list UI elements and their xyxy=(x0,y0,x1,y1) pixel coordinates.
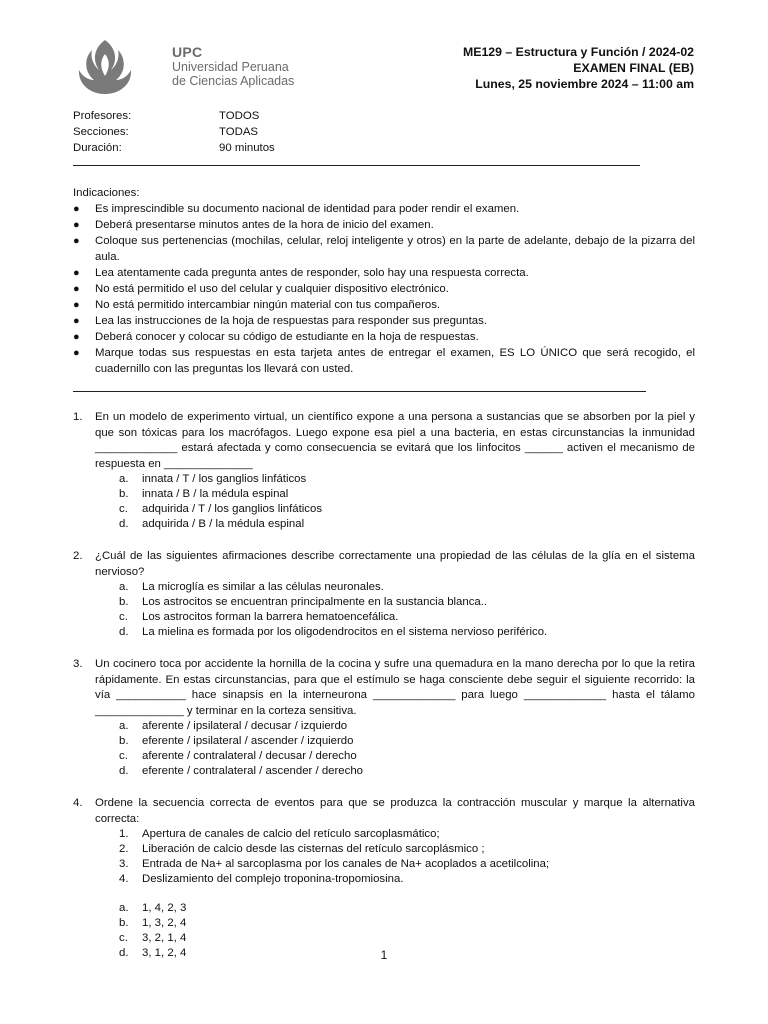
answer-option[interactable] xyxy=(119,487,695,502)
meta-row-sections xyxy=(73,124,275,140)
bullet-icon: ● xyxy=(73,235,80,247)
answer-option[interactable] xyxy=(119,764,695,779)
bullet-icon: ● xyxy=(73,315,80,327)
institution-abbr: UPC xyxy=(172,44,203,60)
instruction-text: Es imprescindible su documento nacional de identidad para poder rendir el examen. xyxy=(95,203,520,215)
option-text: innata / T / los ganglios linfáticos xyxy=(142,473,307,485)
exam-header-info xyxy=(463,44,694,92)
answer-options xyxy=(119,472,695,532)
step-text: Entrada de Na+ al sarcoplasma por los canales de Na+ acoplados a acetilcolina; xyxy=(142,858,550,870)
answer-option[interactable] xyxy=(119,749,695,764)
meta-row-professors xyxy=(73,108,275,124)
instructions-section xyxy=(73,185,695,377)
question-4 xyxy=(73,796,695,961)
option-text: 1, 4, 2, 3 xyxy=(142,902,187,914)
option-label: a. xyxy=(119,473,129,485)
answer-option[interactable] xyxy=(119,472,695,487)
bullet-icon: ● xyxy=(73,283,80,295)
question-text: En un modelo de experimento virtual, un científico expone a una persona a sustancias que se absorben por la piel y que son tóxicas para los macrófagos. Luego expone esa piel a una bacteria, en estas circunstancias la inmunidad _____________ estará afectada y como consecuencia se evitará que los linfocitos ______ activen el mecanismo de respuesta en ______________ xyxy=(95,411,695,470)
option-label: c. xyxy=(119,611,128,623)
instruction-item xyxy=(73,217,695,233)
answer-option[interactable] xyxy=(119,734,695,749)
instructions-list xyxy=(73,201,695,377)
answer-option[interactable] xyxy=(119,625,695,640)
instruction-text: Lea atentamente cada pregunta antes de responder, solo hay una respuesta correcta. xyxy=(95,267,529,279)
option-text: La mielina es formada por los oligodendrocitos en el sistema nervioso periférico. xyxy=(142,626,548,638)
meta-label: Secciones: xyxy=(73,126,129,138)
sequence-step xyxy=(119,857,695,872)
step-label: 1. xyxy=(119,828,129,840)
question-number: 4. xyxy=(73,797,83,809)
instruction-item xyxy=(73,281,695,297)
option-text: eferente / ipsilateral / ascender / izquierdo xyxy=(142,735,354,747)
bullet-icon: ● xyxy=(73,203,80,215)
meta-row-duration xyxy=(73,140,275,156)
option-label: c. xyxy=(119,932,128,944)
upc-flame-logo-icon xyxy=(72,36,138,98)
option-label: b. xyxy=(119,596,129,608)
bullet-icon: ● xyxy=(73,267,80,279)
exam-meta xyxy=(73,108,275,156)
answer-option[interactable] xyxy=(119,502,695,517)
option-label: a. xyxy=(119,720,129,732)
option-label: d. xyxy=(119,947,129,959)
option-label: b. xyxy=(119,917,129,929)
option-text: 1, 3, 2, 4 xyxy=(142,917,187,929)
option-label: c. xyxy=(119,503,128,515)
question-2 xyxy=(73,549,695,640)
instruction-item xyxy=(73,265,695,281)
answer-option[interactable] xyxy=(119,517,695,532)
bullet-icon: ● xyxy=(73,331,80,343)
instructions-title: Indicaciones: xyxy=(73,187,140,199)
instruction-item xyxy=(73,329,695,345)
option-text: eferente / contralateral / ascender / derecho xyxy=(142,765,363,777)
answer-option[interactable] xyxy=(119,901,695,916)
option-text: Los astrocitos forman la barrera hematoencefálica. xyxy=(142,611,399,623)
instruction-item xyxy=(73,345,695,377)
question-text: ¿Cuál de las siguientes afirmaciones describe correctamente una propiedad de las células de la glía en el sistema nervioso? xyxy=(95,550,695,578)
instruction-text: Deberá conocer y colocar su código de estudiante en la hoja de respuestas. xyxy=(95,331,479,343)
bullet-icon: ● xyxy=(73,219,80,231)
divider-line xyxy=(73,165,640,166)
step-text: Apertura de canales de calcio del retículo sarcoplasmático; xyxy=(142,828,440,840)
answer-option[interactable] xyxy=(119,610,695,625)
option-text: adquirida / B / la médula espinal xyxy=(142,518,305,530)
option-text: innata / B / la médula espinal xyxy=(142,488,289,500)
answer-option[interactable] xyxy=(119,595,695,610)
course-line: ME129 – Estructura y Función / 2024-02 xyxy=(463,45,694,59)
instruction-item xyxy=(73,313,695,329)
instruction-text: No está permitido el uso del celular y cualquier dispositivo electrónico. xyxy=(95,283,449,295)
instruction-text: Marque todas sus respuestas en esta tarjeta antes de entregar el examen, ES LO ÚNICO que será recogido, el cuadernillo con las preguntas los llevará con usted. xyxy=(95,347,695,375)
instruction-text: Coloque sus pertenencias (mochilas, celular, reloj inteligente y otros) en la parte de adelante, debajo de la pizarra del aula. xyxy=(95,235,695,263)
question-text: Un cocinero toca por accidente la hornilla de la cocina y sufre una quemadura en la mano derecha por lo que la retira rápidamente. En estas circunstancias, para que el estímulo se haga consciente debe seguir el siguiente recorrido: la vía ___________ hace sinapsis en la interneurona _____________ para luego _____________ hasta el tálamo ______________ y terminar en la corteza sensitiva. xyxy=(95,658,695,717)
meta-value: TODOS xyxy=(219,110,260,122)
step-text: Deslizamiento del complejo troponina-tropomiosina. xyxy=(142,873,404,885)
page-number: 1 xyxy=(380,948,388,962)
meta-label: Duración: xyxy=(73,142,122,154)
bullet-icon: ● xyxy=(73,347,80,359)
institution-name xyxy=(172,44,294,88)
exam-date-line: Lunes, 25 noviembre 2024 – 11:00 am xyxy=(475,77,694,91)
instruction-text: Deberá presentarse minutos antes de la hora de inicio del examen. xyxy=(95,219,434,231)
instruction-item xyxy=(73,233,695,265)
step-label: 2. xyxy=(119,843,129,855)
option-text: Los astrocitos se encuentran principalmente en la sustancia blanca.. xyxy=(142,596,488,608)
sequence-step xyxy=(119,827,695,842)
question-1 xyxy=(73,410,695,532)
answer-option[interactable] xyxy=(119,580,695,595)
option-label: b. xyxy=(119,488,129,500)
question-number: 2. xyxy=(73,550,83,562)
option-text: adquirida / T / los ganglios linfáticos xyxy=(142,503,323,515)
instruction-text: Lea las instrucciones de la hoja de respuestas para responder sus preguntas. xyxy=(95,315,487,327)
institution-line-1: Universidad Peruana xyxy=(172,60,289,74)
institution-line-2: de Ciencias Aplicadas xyxy=(172,74,295,88)
question-3 xyxy=(73,657,695,779)
sequence-step xyxy=(119,842,695,857)
option-text: aferente / contralateral / decusar / derecho xyxy=(142,750,357,762)
option-label: b. xyxy=(119,735,129,747)
instruction-item xyxy=(73,297,695,313)
question-number: 3. xyxy=(73,658,83,670)
question-text: Ordene la secuencia correcta de eventos para que se produzca la contracción muscular y marque la alternativa correcta: xyxy=(95,797,695,825)
option-text: 3, 1, 2, 4 xyxy=(142,947,187,959)
option-label: d. xyxy=(119,518,129,530)
option-text: 3, 2, 1, 4 xyxy=(142,932,187,944)
option-text: La microglía es similar a las células neuronales. xyxy=(142,581,384,593)
option-label: d. xyxy=(119,765,129,777)
option-label: d. xyxy=(119,626,129,638)
questions-section xyxy=(73,410,695,978)
divider-line xyxy=(73,391,646,392)
option-label: c. xyxy=(119,750,128,762)
meta-value: 90 minutos xyxy=(219,142,275,154)
answer-option[interactable] xyxy=(119,916,695,931)
instruction-text: No está permitido intercambiar ningún material con tus compañeros. xyxy=(95,299,441,311)
step-label: 3. xyxy=(119,858,129,870)
answer-option[interactable] xyxy=(119,719,695,734)
option-label: a. xyxy=(119,902,129,914)
exam-type-line: EXAMEN FINAL (EB) xyxy=(573,61,694,75)
spacer xyxy=(95,887,695,901)
answer-options xyxy=(119,719,695,779)
option-label: a. xyxy=(119,581,129,593)
sequence-steps xyxy=(119,827,695,887)
answer-option[interactable] xyxy=(119,931,695,946)
step-label: 4. xyxy=(119,873,129,885)
instruction-item xyxy=(73,201,695,217)
bullet-icon: ● xyxy=(73,299,80,311)
meta-value: TODAS xyxy=(219,126,259,138)
sequence-step xyxy=(119,872,695,887)
step-text: Liberación de calcio desde las cisternas del retículo sarcoplásmico ; xyxy=(142,843,485,855)
question-number: 1. xyxy=(73,411,83,423)
answer-options xyxy=(119,580,695,640)
meta-label: Profesores: xyxy=(73,110,132,122)
option-text: aferente / ipsilateral / decusar / izquierdo xyxy=(142,720,348,732)
